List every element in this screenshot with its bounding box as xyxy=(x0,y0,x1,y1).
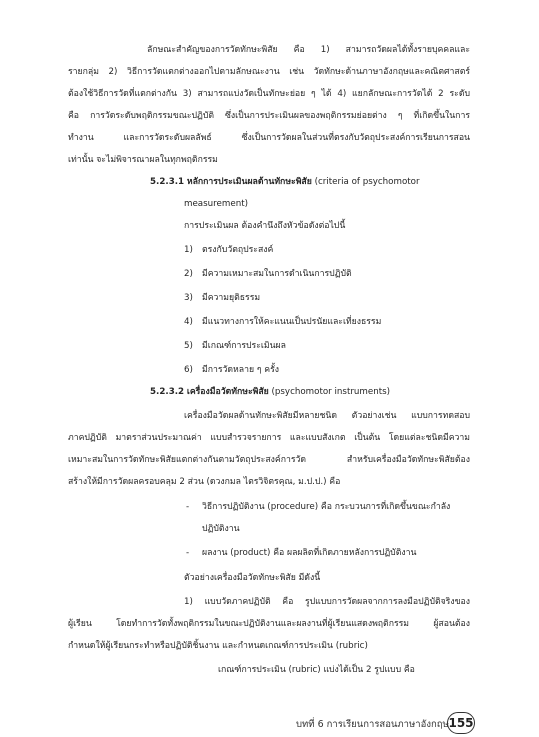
heading2-english: (psychomotor instruments) xyxy=(271,387,391,397)
paragraph1-line-1: ลักษณะสำคัญของการวัดทักษะพิสัย คือ 1) สามารถวัดผลได้ทั้งรายบุคคลและ xyxy=(147,45,470,55)
bullet-2-line-1: ผลงาน (product) คือ ผลผลิตที่เกิดภายหลังการปฏิบัติงาน xyxy=(202,548,417,558)
criteria-item-4-number: 4) xyxy=(184,317,193,327)
criteria-item-1-number: 1) xyxy=(184,245,193,255)
paragraph2-line-1: เครื่องมือวัดผลด้านทักษะพิสัยมีหลายชนิด ตัวอย่างเช่น แบบการทดสอบ xyxy=(184,411,470,421)
criteria-item-4 xyxy=(184,316,381,328)
criteria-item-5 xyxy=(184,340,286,352)
bullet-dash-2: - xyxy=(186,548,190,558)
paragraph3-line-2: ผู้เรียน โดยทำการวัดทั้งพฤติกรรมในขณะปฏิบัติงานและผลงานที่ผู้เรียนแสดงพฤติกรรม ผู้สอนต้อง xyxy=(68,619,470,629)
criteria-item-1 xyxy=(184,244,273,256)
bullet-1-line-2: ปฏิบัติงาน xyxy=(202,524,240,534)
criteria-item-6 xyxy=(184,364,279,376)
paragraph1-line-3: ต้องใช้วิธีการวัดที่แตกต่างกัน 3) สามารถแบ่งวัดเป็นทักษะย่อย ๆ ได้ 4) แยกลักษณะการวัดได้ 2 ระดับ xyxy=(68,89,470,99)
criteria-item-3 xyxy=(184,292,260,304)
bullet-1-line-1: วิธีการปฏิบัติงาน (procedure) คือ กระบวนการที่เกิดขึ้นขณะกำลัง xyxy=(202,502,451,512)
criteria-item-6-number: 6) xyxy=(184,365,193,375)
criteria-item-1-text: ตรงกับวัตถุประสงค์ xyxy=(202,245,274,255)
paragraph1-line-2: รายกลุ่ม 2) วิธีการวัดแตกต่างออกไปตามลักษณะงาน เช่น วัดทักษะด้านภาษาอังกฤษและคณิตศาสตร์ xyxy=(68,67,470,77)
section-heading-5-2-3-1 xyxy=(150,176,420,188)
paragraph3-line-3: กำหนดให้ผู้เรียนกระทำหรือปฏิบัติชิ้นงาน และกำหนดเกณฑ์การประเมิน (rubric) xyxy=(68,641,368,651)
heading1-english-continuation: measurement) xyxy=(184,199,248,209)
criteria-item-5-number: 5) xyxy=(184,341,193,351)
heading2-number: 5.2.3.2 xyxy=(150,387,185,397)
paragraph1-line-6: เท่านั้น จะไม่พิจารณาผลในทุกพฤติกรรม xyxy=(68,155,218,165)
criteria-item-4-text: มีแนวทางการให้คะแนนเป็นปรนัยและเที่ยงธรรม xyxy=(202,317,382,327)
criteria-item-3-number: 3) xyxy=(184,293,193,303)
heading1-number: 5.2.3.1 xyxy=(150,177,185,187)
criteria-item-2-number: 2) xyxy=(184,269,193,279)
paragraph1-line-5: ทำงาน และการวัดระดับผลลัพธ์ ซึ่งเป็นการวัดผลในส่วนที่ตรงกับวัตถุประสงค์การเรียนการสอน xyxy=(68,133,470,143)
paragraph2-line-2: ภาคปฏิบัติ มาตราส่วนประมาณค่า แบบสำรวจรายการ และแบบสังเกต เป็นต้น โดยแต่ละชนิดมีความ xyxy=(68,433,470,443)
rubric-line: เกณฑ์การประเมิน (rubric) แบ่งได้เป็น 2 รูปแบบ คือ xyxy=(218,665,415,675)
heading1-thai: หลักการประเมินผลด้านทักษะพิสัย xyxy=(186,177,312,187)
paragraph2-line-3: เหมาะสมในการวัดทักษะพิสัยแตกต่างกันตามวัตถุประสงค์การวัด สำหรับเครื่องมือวัดทักษะพิสัยต้อง xyxy=(68,455,470,465)
criteria-item-2-text: มีความเหมาะสมในการดำเนินการปฏิบัติ xyxy=(202,269,352,279)
criteria-intro: การประเมินผล ต้องคำนึงถึงหัวข้อดังต่อไปนี้ xyxy=(184,221,346,231)
heading1-english: (criteria of psychomotor xyxy=(314,177,420,187)
heading2-thai: เครื่องมือวัดทักษะพิสัย xyxy=(186,387,269,397)
criteria-item-5-text: มีเกณฑ์การประเมินผล xyxy=(202,341,286,351)
criteria-item-6-text: มีการวัดหลาย ๆ ครั้ง xyxy=(202,365,279,375)
paragraph3-line-1: 1) แบบวัดภาคปฏิบัติ คือ รูปแบบการวัดผลจากการลงมือปฏิบัติจริงของ xyxy=(184,597,470,607)
section-heading-5-2-3-2 xyxy=(150,386,390,398)
paragraph1-line-4: คือ การวัดระดับพฤติกรรมขณะปฏิบัติ ซึ่งเป็นการประเมินผลของพฤติกรรมย่อยต่าง ๆ ที่เกิดขึ้นในการ xyxy=(68,111,470,121)
footer-chapter-title: บทที่ 6 การเรียนการสอนภาษาอังกฤษ xyxy=(296,719,449,730)
criteria-item-2 xyxy=(184,268,352,280)
examples-intro: ตัวอย่างเครื่องมือวัดทักษะพิสัย มีดังนี้ xyxy=(184,573,321,583)
bullet-dash-1: - xyxy=(186,502,190,512)
page-number-badge: 155 xyxy=(447,712,475,734)
criteria-item-3-text: มีความยุติธรรม xyxy=(202,293,261,303)
paragraph2-line-4: สร้างให้มีการวัดผลครอบคลุม 2 ส่วน (ดวงกมล ไตรวิจิตรคุณ, ม.ป.ป.) คือ xyxy=(68,477,341,487)
